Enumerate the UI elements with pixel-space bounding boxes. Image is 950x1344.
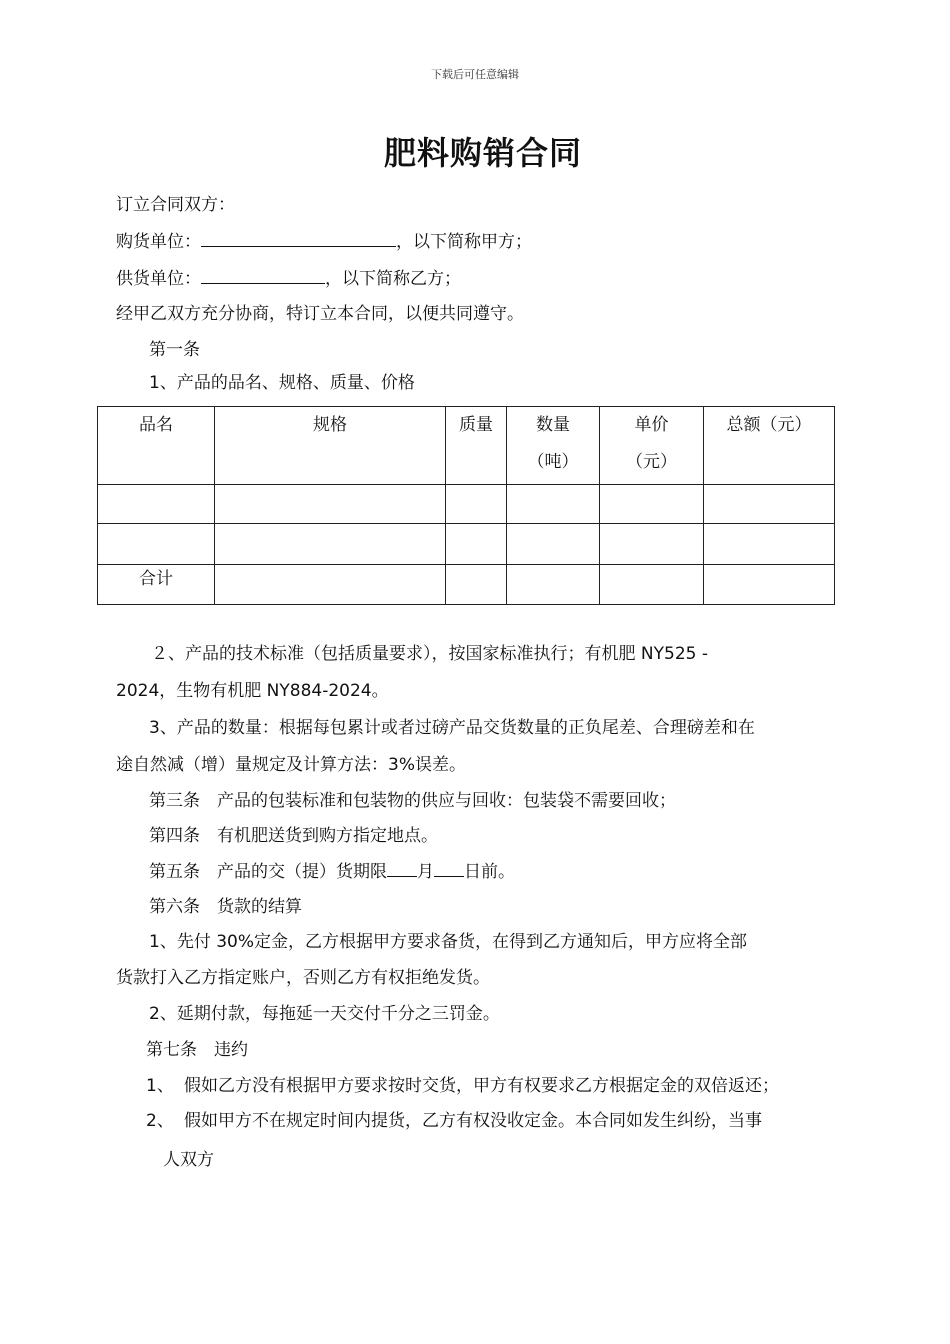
article-5-text-a: 第五条 产品的交（提）货期限 [149, 862, 387, 882]
buyer-line [116, 229, 532, 253]
header-cell-spec: 规格 [215, 407, 446, 485]
table-cell[interactable] [215, 565, 446, 605]
clause-3-line-1: 3、产品的数量：根据每包累计或者过磅产品交货数量的正负尾差、合理磅差和在 [149, 718, 755, 738]
header-cell-name: 品名 [98, 407, 215, 485]
clause-2-line-2: 2024，生物有机肥 NY884-2024。 [116, 681, 389, 701]
buyer-blank [201, 229, 396, 247]
clause-2-line-1: ２、产品的技术标准（包括质量要求），按国家标准执行；有机肥 NY525 - [151, 644, 708, 664]
article-6: 第六条 货款的结算 [149, 897, 302, 917]
table-cell[interactable] [507, 485, 600, 524]
seller-label: 供货单位： [116, 269, 201, 289]
article-7: 第七条 违约 [146, 1040, 248, 1060]
document-title: 肥料购销合同 [383, 134, 582, 172]
article-5 [149, 859, 515, 883]
article-1-heading: 第一条 [149, 340, 200, 360]
table-cell[interactable] [507, 565, 600, 605]
article-5-month: 月 [417, 862, 434, 882]
buyer-suffix: ，以下简称甲方； [396, 232, 532, 252]
day-blank [434, 859, 464, 877]
table-cell[interactable] [704, 524, 835, 565]
total-label-cell: 合计 [98, 565, 215, 605]
payment-2: 2、延期付款，每拖延一天交付千分之三罚金。 [149, 1004, 500, 1024]
breach-1-number: 1、 [146, 1076, 174, 1096]
table-cell[interactable] [446, 524, 507, 565]
seller-suffix: ，以下简称乙方； [325, 269, 461, 289]
month-blank [387, 859, 417, 877]
product-table [97, 406, 835, 605]
breach-2-continued: 人双方 [163, 1150, 214, 1170]
table-header-row [98, 407, 835, 485]
table-total-row [98, 565, 835, 605]
payment-1-line-1: 1、先付 30%定金，乙方根据甲方要求备货，在得到乙方通知后，甲方应将全部 [149, 932, 748, 952]
seller-line [116, 266, 461, 290]
agreement-line: 经甲乙双方充分协商，特订立本合同，以便共同遵守。 [116, 304, 524, 324]
article-3: 第三条 产品的包装标准和包装物的供应与回收：包装袋不需要回收； [149, 791, 676, 811]
table-cell[interactable] [98, 524, 215, 565]
table-row [98, 524, 835, 565]
table-cell[interactable] [600, 565, 704, 605]
breach-2-number: 2、 [146, 1111, 174, 1131]
table-cell[interactable] [600, 485, 704, 524]
table-cell[interactable] [446, 565, 507, 605]
table-cell[interactable] [446, 485, 507, 524]
table-cell[interactable] [600, 524, 704, 565]
table-row [98, 485, 835, 524]
header-cell-quality: 质量 [446, 407, 507, 485]
article-1-item-1: 1、产品的品名、规格、质量、价格 [149, 373, 415, 393]
payment-1-line-2: 货款打入乙方指定账户，否则乙方有权拒绝发货。 [116, 968, 490, 988]
seller-blank [201, 266, 325, 284]
parties-label: 订立合同双方： [116, 195, 235, 215]
table-cell[interactable] [704, 565, 835, 605]
header-note: 下载后可任意编辑 [431, 68, 519, 81]
header-cell-unit-price: 单价 （元） [600, 407, 704, 485]
table-cell[interactable] [215, 485, 446, 524]
buyer-label: 购货单位： [116, 232, 201, 252]
table-cell[interactable] [215, 524, 446, 565]
breach-1: 假如乙方没有根据甲方要求按时交货，甲方有权要求乙方根据定金的双倍返还； [184, 1076, 779, 1096]
table-cell[interactable] [507, 524, 600, 565]
clause-3-line-2: 途自然减（增）量规定及计算方法：3%误差。 [116, 755, 466, 775]
article-5-text-c: 日前。 [464, 862, 515, 882]
table-cell[interactable] [98, 485, 215, 524]
header-cell-quantity: 数量 （吨） [507, 407, 600, 485]
article-4: 第四条 有机肥送货到购方指定地点。 [149, 826, 438, 846]
table-cell[interactable] [704, 485, 835, 524]
breach-2: 假如甲方不在规定时间内提货，乙方有权没收定金。本合同如发生纠纷，当事 [184, 1111, 762, 1131]
header-cell-total: 总额（元） [704, 407, 835, 485]
